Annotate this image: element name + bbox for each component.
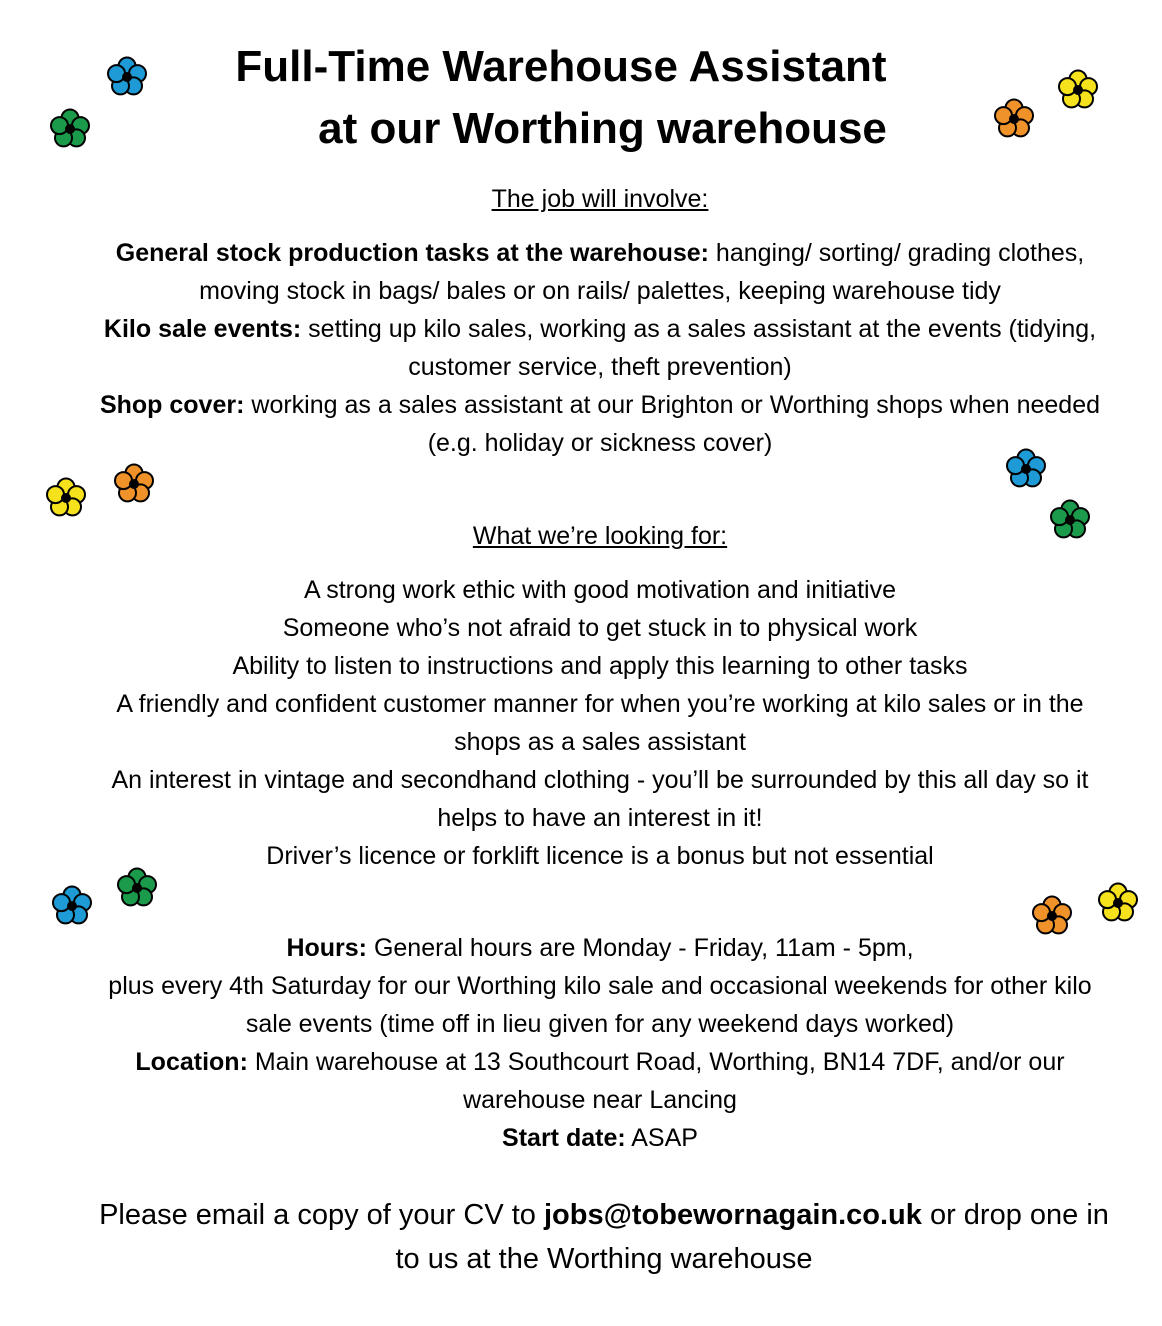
flower-green-icon (1047, 497, 1093, 543)
flower-blue-icon (104, 54, 150, 100)
start-date-text: ASAP (625, 1124, 698, 1152)
email-link[interactable]: jobs@tobewornagain.co.uk (543, 1199, 922, 1231)
cta-text (80, 1193, 1128, 1281)
flower-green-icon (114, 865, 160, 911)
location-label: Location: (135, 1048, 248, 1076)
title-line-1: Full-Time Warehouse Assistant (235, 42, 887, 91)
details-section (80, 929, 1120, 1157)
start-date-line (80, 1119, 1120, 1157)
looking-item: Driver’s licence or forklift licence is a bonus but not essential (266, 842, 934, 870)
flower-green-icon (47, 106, 93, 152)
start-date-label: Start date: (502, 1124, 626, 1152)
page-title (0, 36, 1162, 160)
looking-item: An interest in vintage and secondhand clothing - you’ll be surrounded by this all day so it helps to have an interest in it! (111, 766, 1089, 832)
involve-item-text: working as a sales assistant at our Brighton or Worthing shops when needed (e.g. holiday or sickness cover) (244, 391, 1101, 457)
looking-item: Ability to listen to instructions and apply this learning to other tasks (232, 652, 968, 680)
looking-item: A friendly and confident customer manner for when you’re working at kilo sales or in the shops as a sales assistant (116, 690, 1084, 756)
involve-heading: The job will involve: (491, 185, 709, 213)
involve-item-label: Shop cover: (99, 391, 245, 419)
hours-text-2: plus every 4th Saturday for our Worthing kilo sale and occasional weekends for other kilo sale events (time off in lieu given for any weekend days worked) (108, 972, 1092, 1038)
looking-section (80, 517, 1120, 875)
looking-item: Someone who’s not afraid to get stuck in to physical work (282, 614, 918, 642)
location-line (80, 1043, 1120, 1119)
flower-yellow-icon (1055, 67, 1101, 113)
hours-text: General hours are Monday - Friday, 11am - 5pm, (367, 934, 914, 962)
flower-orange-icon (111, 461, 157, 507)
involve-item-text: setting up kilo sales, working as a sales assistant at the events (tidying, customer service, theft prevention) (301, 315, 1097, 381)
involve-item (80, 310, 1120, 386)
involve-item-label: General stock production tasks at the warehouse: (115, 239, 709, 267)
flower-blue-icon (1003, 446, 1049, 492)
involve-item-label: Kilo sale events: (103, 315, 302, 343)
cta-post: or drop one in to us at the Worthing warehouse (395, 1199, 1109, 1275)
involve-section (80, 180, 1120, 462)
flower-blue-icon (49, 883, 95, 929)
flower-yellow-icon (1095, 880, 1141, 926)
involve-item-text: hanging/ sorting/ grading clothes, moving stock in bags/ bales or on rails/ palettes, keeping warehouse tidy (199, 239, 1085, 305)
involve-item (80, 234, 1120, 310)
flower-orange-icon (1029, 893, 1075, 939)
location-text: Main warehouse at 13 Southcourt Road, Worthing, BN14 7DF, and/or our warehouse near Lancing (247, 1048, 1065, 1114)
title-line-2: at our Worthing warehouse (318, 104, 887, 153)
involve-item (80, 386, 1120, 462)
cta-pre: Please email a copy of your CV to (99, 1199, 544, 1231)
flower-orange-icon (991, 96, 1037, 142)
looking-heading: What we’re looking for: (472, 522, 728, 550)
looking-item: A strong work ethic with good motivation and initiative (304, 576, 896, 604)
flower-yellow-icon (43, 475, 89, 521)
hours-label: Hours: (286, 934, 368, 962)
hours-line (80, 929, 1120, 967)
